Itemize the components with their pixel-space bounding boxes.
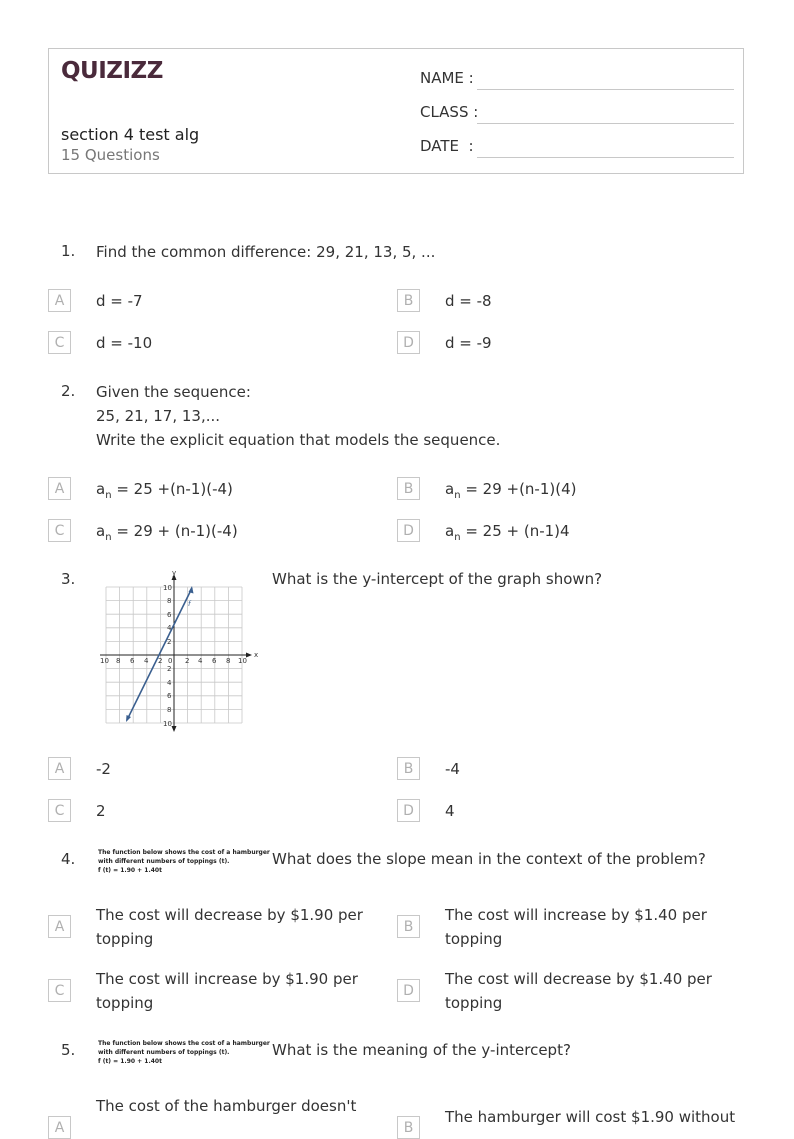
option-line: The cost will increase by $1.40 per [445,906,707,924]
option-line: The cost of the hamburger doesn't [96,1097,357,1115]
y-tick: 8 [167,706,172,714]
option-line: The hamburger will cost $1.90 without [445,1108,736,1126]
question-line: Given the sequence: [96,383,251,401]
question-number: 5. [61,1041,76,1059]
equation-rest: = 29 + (n-1)(-4) [111,522,238,540]
option-letter-box[interactable]: B [397,915,420,938]
option-letter-box[interactable]: B [397,477,420,500]
y-tick: 10 [163,720,172,728]
y-tick: 6 [167,611,172,619]
x-tick: 8 [116,657,121,665]
class-field[interactable] [420,103,734,123]
x-tick: 6 [130,657,135,665]
quizizz-logo: QUIZIZZ [61,58,163,84]
option-letter-box[interactable]: A [48,477,71,500]
option-line: The cost will decrease by $1.90 per [96,906,363,924]
function-image [98,848,270,875]
x-tick: 10 [238,657,247,665]
option-text [96,477,233,508]
question-number: 4. [61,850,76,868]
name-label: NAME : [420,69,474,87]
var-a: a [445,480,455,498]
subscript-n: n [454,490,461,501]
question-text: Find the common difference: 29, 21, 13, 5, ... [96,243,436,261]
option-text [445,519,570,550]
graph-tick-labels [100,570,258,728]
y-tick: 4 [167,624,172,632]
coordinate-graph [96,570,258,734]
option-text: 4 [445,802,455,820]
option-letter-box[interactable]: D [397,331,420,354]
option-letter-box[interactable]: A [48,757,71,780]
option-text [96,519,238,550]
function-image-line: with different numbers of toppings (t). [98,1049,230,1056]
x-tick: 4 [144,657,149,665]
option-line: topping [445,994,503,1012]
date-line[interactable] [477,157,734,158]
x-tick: 6 [212,657,217,665]
y-axis-label: y [172,570,177,577]
option-letter-box[interactable]: C [48,979,71,1002]
name-field[interactable] [420,69,734,89]
y-tick: 10 [163,584,172,592]
option-line: topping [96,994,154,1012]
x-tick: 8 [226,657,231,665]
option-text: d = -8 [445,292,492,310]
graph-axes [100,574,252,732]
subscript-n: n [105,532,112,543]
option-text [445,477,577,508]
option-text [445,967,712,1015]
option-text [96,1094,356,1118]
graph-line-f [127,588,192,720]
option-letter-box[interactable]: C [48,799,71,822]
class-line[interactable] [477,123,734,124]
equation-rest: = 29 +(n-1)(4) [460,480,577,498]
option-text [96,967,358,1015]
question-number: 3. [61,570,76,588]
function-image-line: The function below shows the cost of a hamburger [98,849,270,856]
option-letter-box[interactable]: A [48,289,71,312]
line-arrow-bottom [126,715,131,722]
equation-rest: = 25 + (n-1)4 [460,522,570,540]
question-count: 15 Questions [61,146,160,164]
line-label-f: f [188,600,191,608]
option-text [445,903,707,951]
subscript-n: n [454,532,461,543]
option-line: topping [96,930,154,948]
question-text: What is the y-intercept of the graph shown? [272,570,603,588]
function-image-line: f (t) = 1.90 + 1.40t [98,1058,162,1065]
option-letter-box[interactable]: B [397,289,420,312]
var-a: a [96,522,106,540]
option-text [445,1105,735,1129]
option-text: d = -9 [445,334,492,352]
function-image-line: with different numbers of toppings (t). [98,858,230,865]
date-label: DATE : [420,137,474,155]
test-title: section 4 test alg [61,125,200,144]
function-image [98,1039,270,1066]
option-text: 2 [96,802,106,820]
class-label: CLASS : [420,103,479,121]
option-letter-box[interactable]: B [397,757,420,780]
x-axis-label: x [254,651,258,659]
question-line: Write the explicit equation that models the sequence. [96,431,501,449]
question-number: 2. [61,382,76,400]
origin-label: 0 [168,657,173,665]
option-text: -2 [96,760,111,778]
equation-rest: = 25 +(n-1)(-4) [111,480,233,498]
x-tick: 2 [185,657,190,665]
date-field[interactable] [420,137,734,157]
question-line: 25, 21, 17, 13,... [96,407,221,425]
question-text: What is the meaning of the y-intercept? [272,1041,571,1059]
function-image-line: The function below shows the cost of a hamburger [98,1040,270,1047]
y-tick: 4 [167,679,172,687]
option-text: -4 [445,760,460,778]
option-letter-box[interactable]: D [397,799,420,822]
question-text: What does the slope mean in the context of the problem? [272,850,706,868]
var-a: a [96,480,106,498]
y-tick: 2 [167,665,172,673]
option-letter-box[interactable]: D [397,519,420,542]
var-a: a [445,522,455,540]
subscript-n: n [105,490,112,501]
option-text: d = -10 [96,334,153,352]
option-text [96,903,363,951]
question-number: 1. [61,242,76,260]
option-letter-box[interactable]: A [48,1116,71,1139]
option-letter-box[interactable]: B [397,1116,420,1139]
function-image-line: f (t) = 1.90 + 1.40t [98,867,162,874]
option-letter-box[interactable]: D [397,979,420,1002]
x-tick: 10 [100,657,109,665]
x-tick: 2 [158,657,163,665]
x-tick: 4 [198,657,203,665]
option-line: topping [445,930,503,948]
option-line: The cost will increase by $1.90 per [96,970,358,988]
option-line: The cost will decrease by $1.40 per [445,970,712,988]
worksheet-header [48,48,744,174]
option-text: d = -7 [96,292,143,310]
option-letter-box[interactable]: C [48,331,71,354]
name-line[interactable] [477,89,734,90]
y-tick: 6 [167,692,172,700]
y-tick: 8 [167,597,172,605]
option-letter-box[interactable]: C [48,519,71,542]
y-tick: 2 [167,638,172,646]
question-text [96,380,500,452]
option-letter-box[interactable]: A [48,915,71,938]
